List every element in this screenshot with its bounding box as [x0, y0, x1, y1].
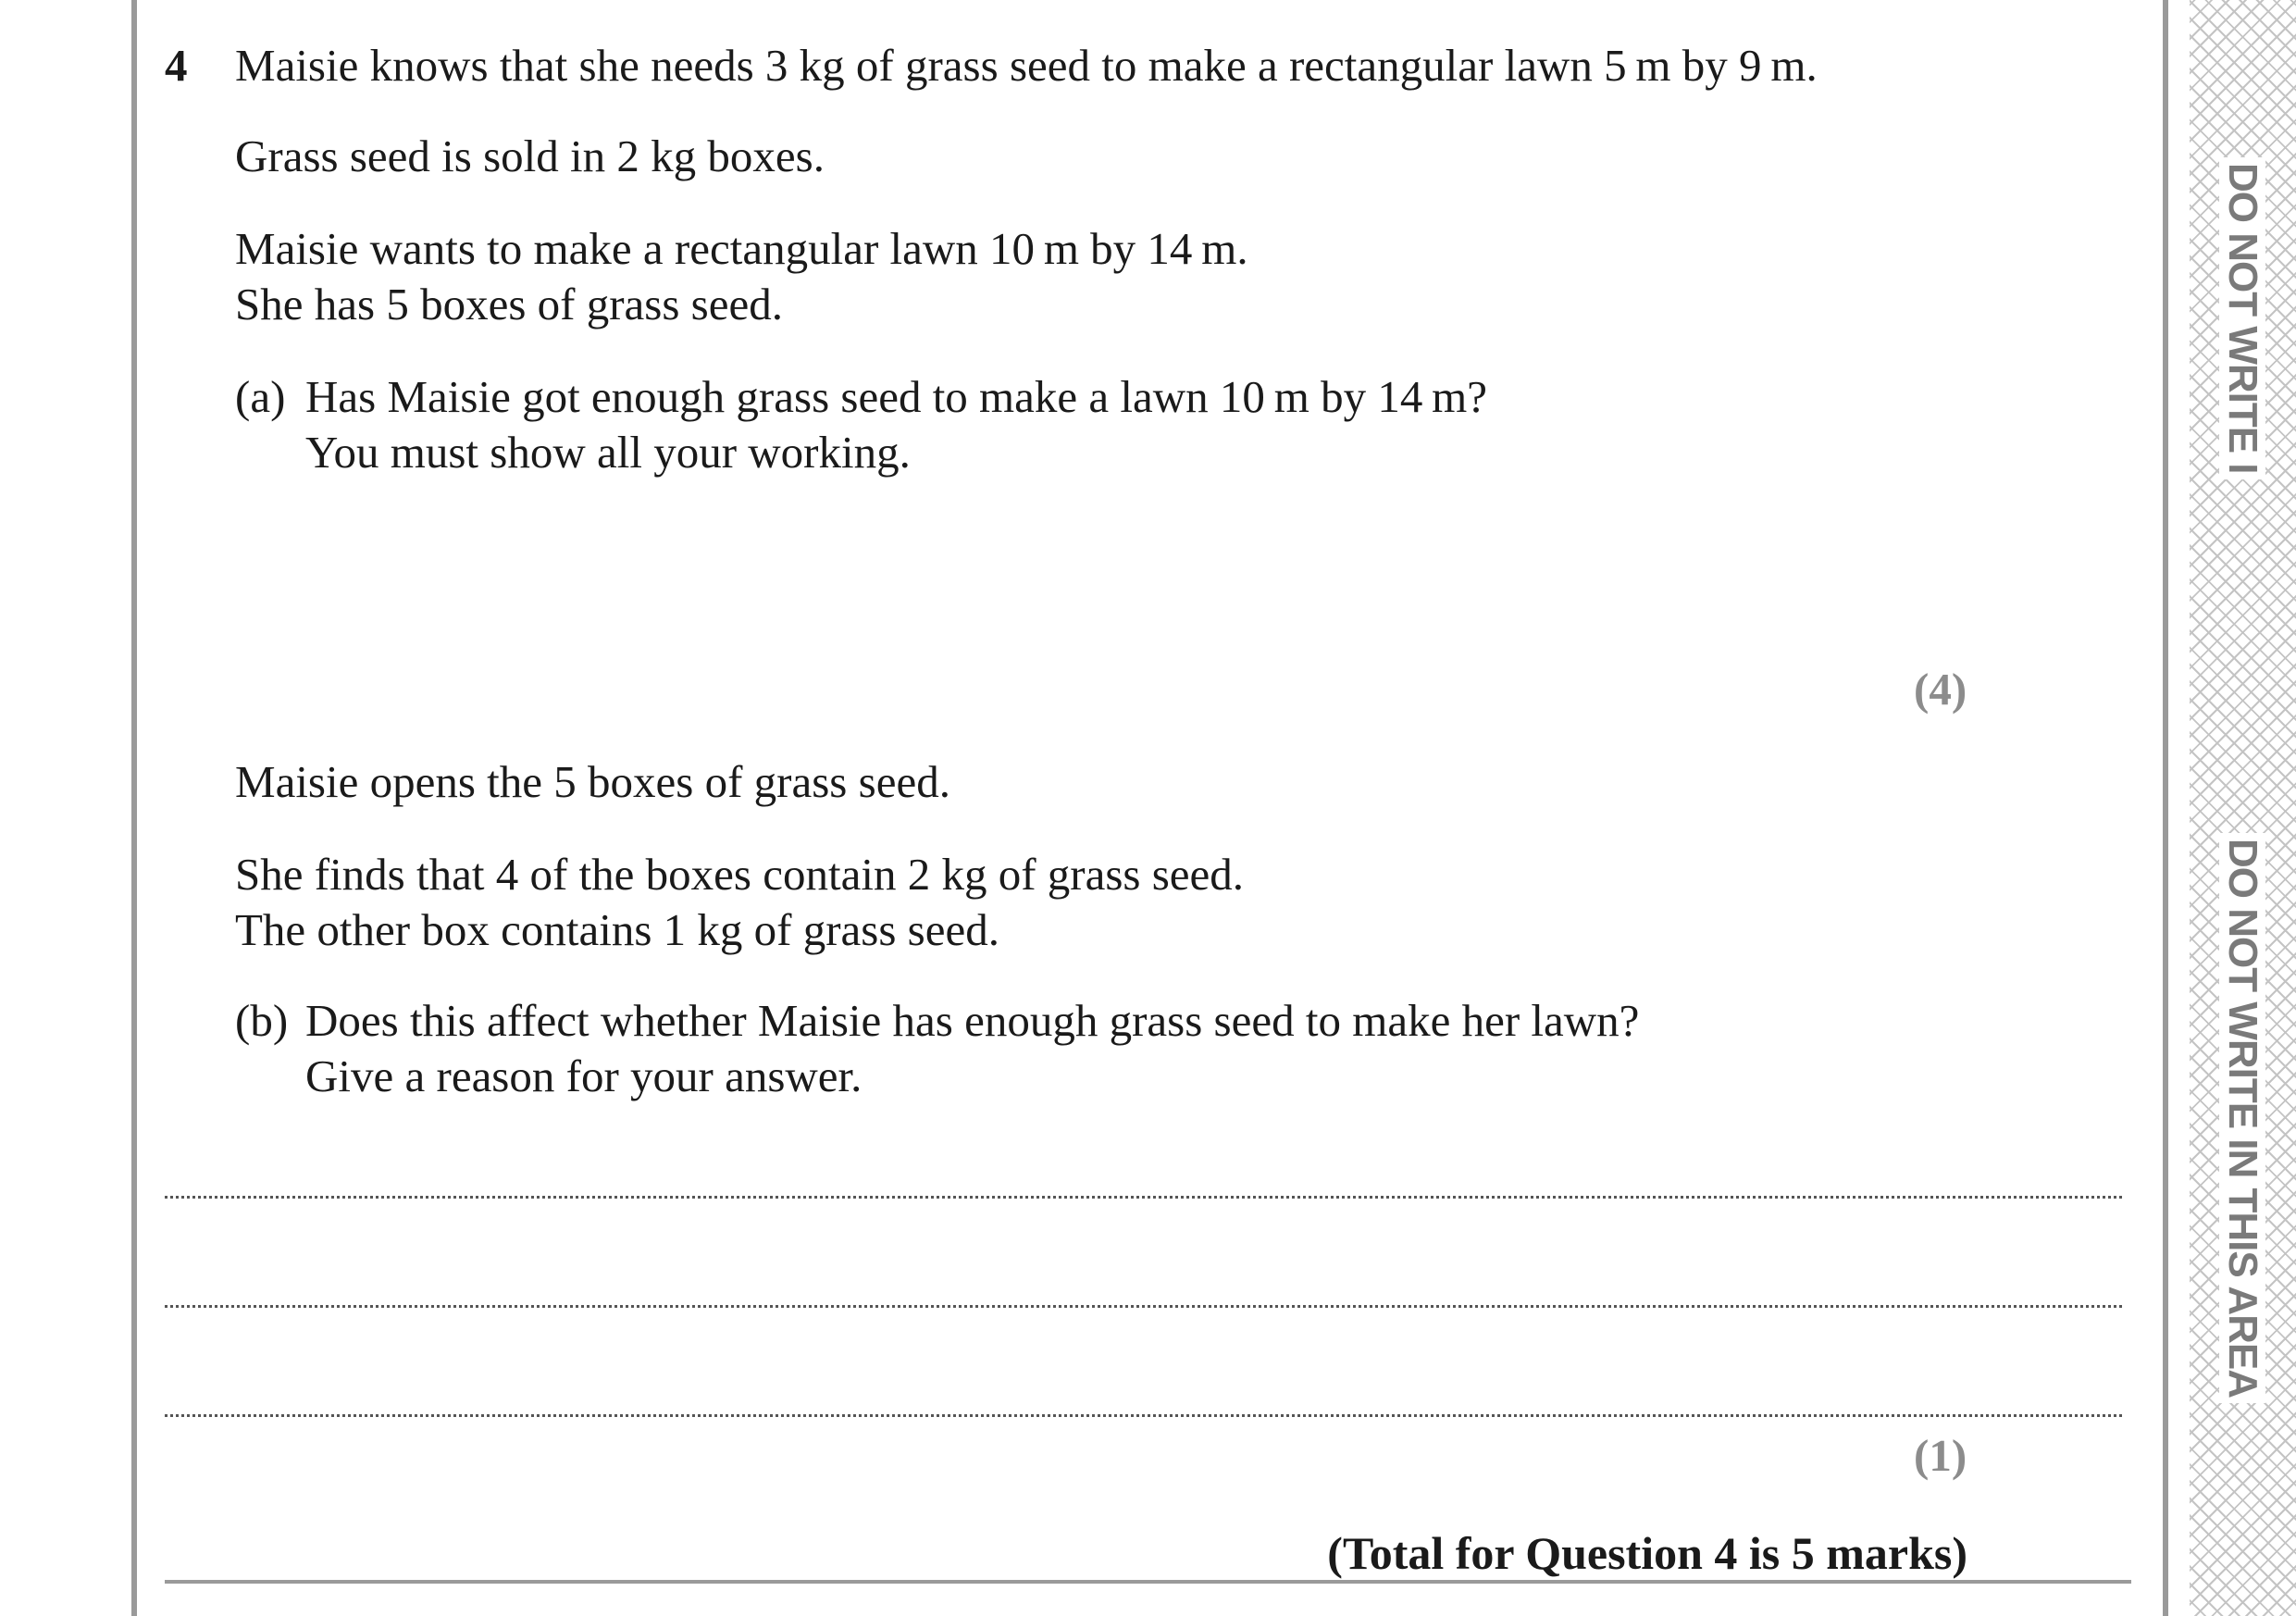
middle-line-2: She finds that 4 of the boxes contain 2 kg of grass seed.	[235, 849, 1245, 900]
question-end-rule	[165, 1580, 2131, 1584]
intro-line-1: Maisie knows that she needs 3 kg of grass seed to make a rectangular lawn 5 m by 9 m.	[235, 40, 1818, 91]
page-border-left	[131, 0, 137, 1616]
answer-line-1[interactable]	[165, 1196, 2122, 1199]
question-number: 4	[165, 40, 188, 91]
part-a-instruction: You must show all your working.	[305, 427, 911, 478]
do-not-write-label-bottom: DO NOT WRITE IN THIS AREA	[2219, 833, 2265, 1403]
do-not-write-label-top: DO NOT WRITE I	[2219, 157, 2265, 479]
part-a-question: Has Maisie got enough grass seed to make a lawn 10 m by 14 m?	[305, 371, 1488, 422]
part-b-instruction: Give a reason for your answer.	[305, 1050, 863, 1101]
answer-line-3[interactable]	[165, 1414, 2122, 1417]
page-border-right	[2163, 0, 2168, 1616]
intro-line-4: She has 5 boxes of grass seed.	[235, 279, 783, 329]
middle-line-1: Maisie opens the 5 boxes of grass seed.	[235, 756, 950, 807]
part-b-question: Does this affect whether Maisie has enough grass seed to make her lawn?	[305, 995, 1640, 1046]
middle-line-3: The other box contains 1 kg of grass seed.	[235, 904, 999, 955]
total-marks: (Total for Question 4 is 5 marks)	[1327, 1527, 1967, 1579]
part-a-label: (a)	[235, 371, 286, 422]
part-b-marks: (1)	[1914, 1430, 1967, 1481]
intro-line-2: Grass seed is sold in 2 kg boxes.	[235, 131, 825, 181]
part-b-label: (b)	[235, 995, 289, 1046]
answer-line-2[interactable]	[165, 1305, 2122, 1308]
intro-line-3: Maisie wants to make a rectangular lawn 10 m by 14 m.	[235, 223, 1248, 274]
part-a-marks: (4)	[1914, 664, 1967, 715]
